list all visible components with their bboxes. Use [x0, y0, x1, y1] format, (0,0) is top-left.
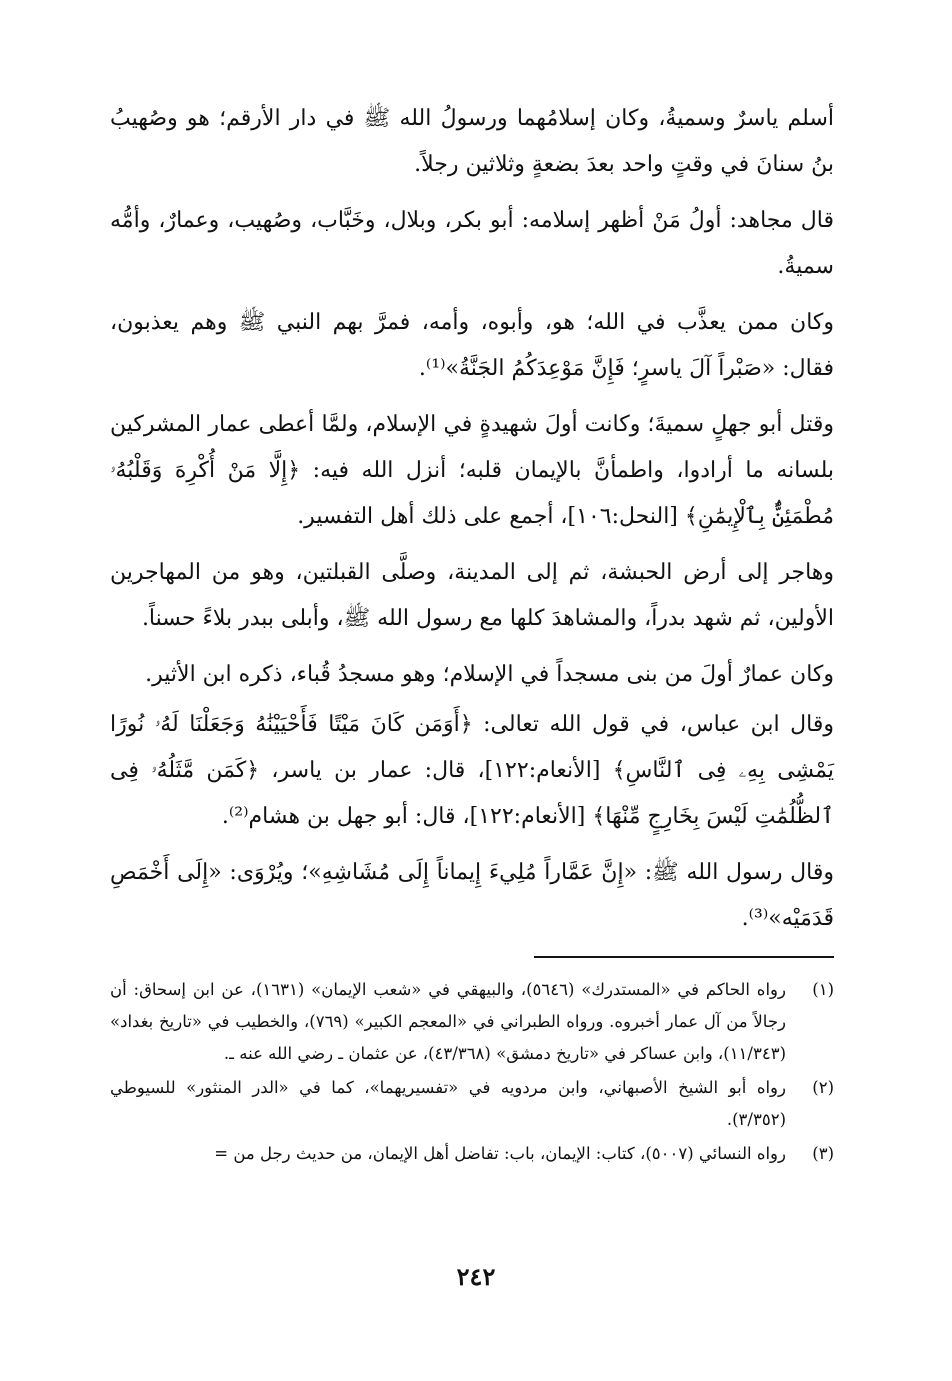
- paragraph-1: أسلم ياسرٌ وسميةُ، وكان إسلامُهما ورسولُ الله ﷺ في دار الأرقم؛ هو وصُهيبُ بنُ سنانَ في وقتٍ واحد بعدَ بضعةٍ وثلاثين رجلاً.: [110, 106, 834, 177]
- footnotes: [110, 974, 834, 1170]
- footnote-number: (١): [812, 980, 834, 999]
- footnote-3: [110, 1138, 834, 1170]
- main-text: [110, 96, 834, 942]
- paragraph-4: وقتل أبو جهلٍ سميةَ؛ وكانت أولَ شهيدةٍ في الإسلام، ولمَّا أعطى عمار المشركين بلسانه ما أرادوا، واطمأنَّ بالإيمان قلبه؛ أنزل الله فيه: ﴿إِلَّا مَنْ أُكْرِهَ وَقَلْبُهُۥ مُطْمَئِنٌّۢ بِٱلْإِيمَٰنِ﴾ [النحل:١٠٦]، أجمع على ذلك أهل التفسير.: [110, 412, 834, 529]
- footnote-text: رواه الحاكم في «المستدرك» (٥٦٤٦)، والبيهقي في «شعب الإيمان» (١٦٣١)، عن ابن إسحاق: أن رجالاً من آل عمار أخبروه. ورواه الطبراني في «المعجم الكبير» (٧٦٩)، والخطيب في «تاريخ بغداد» (١١/٣٤٣)، وابن عساكر في «تاريخ دمشق» (٤٣/٣٦٨)، عن عثمان ـ رضي الله عنه ـ.: [110, 980, 787, 1063]
- paragraph-8: وقال رسول الله ﷺ: «إِنَّ عَمَّاراً مُلِيءَ إِيماناً إِلَى مُشَاشِهِ»؛ ويُرْوَى: «إِلَى أَخْمَصِ قَدَمَيْه»⁽³⁾.: [110, 860, 834, 931]
- footnote-number: (٣): [812, 1144, 834, 1163]
- paragraph-3: وكان ممن يعذَّب في الله؛ هو، وأبوه، وأمه، فمرَّ بهم النبي ﷺ وهم يعذبون، فقال: «صَبْراً آلَ ياسرٍ؛ فَإِنَّ مَوْعِدَكُمُ الجَنَّةُ»⁽¹⁾.: [110, 310, 834, 381]
- footnote-separator: [534, 956, 834, 958]
- footnote-text: رواه النسائي (٥٠٠٧)، كتاب: الإيمان، باب: تفاضل أهل الإيمان، من حديث رجل من =: [214, 1144, 786, 1163]
- paragraph-7: وقال ابن عباس، في قول الله تعالى: ﴿أَوَمَن كَانَ مَيْتًا فَأَحْيَيْنَٰهُ وَجَعَلْنَا لَهُۥ نُورًا يَمْشِى بِهِۦ فِى ٱلنَّاسِ﴾ [الأنعام:١٢٢]، قال: عمار بن ياسر، ﴿كَمَن مَّثَلُهُۥ فِى ٱلظُّلُمَٰتِ لَيْسَ بِخَارِجٍ مِّنْهَا﴾ [الأنعام:١٢٢]، قال: أبو جهل بن هشام⁽²⁾.: [110, 712, 834, 829]
- paragraph-2: قال مجاهد: أولُ مَنْ أظهر إسلامه: أبو بكر، وبلال، وخَبَّاب، وصُهيب، وعمارٌ، وأمُّه سميةُ.: [110, 208, 834, 279]
- footnote-text: رواه أبو الشيخ الأصبهاني، وابن مردويه في «تفسيريهما»، كما في «الدر المنثور» للسيوطي (٣/٣٥٢).: [110, 1078, 786, 1129]
- page-number: ٢٤٢: [456, 1262, 496, 1291]
- footnote-1: [110, 974, 834, 1070]
- footnote-2: [110, 1072, 834, 1136]
- paragraph-6: وكان عمارٌ أولَ من بنى مسجداً في الإسلام؛ وهو مسجدُ قُباء، ذكره ابن الأثير.: [145, 662, 834, 687]
- paragraph-5: وهاجر إلى أرض الحبشة، ثم إلى المدينة، وصلَّى القبلتين، وهو من المهاجرين الأولين، ثم شهد بدراً، والمشاهدَ كلها مع رسول الله ﷺ، وأبلى ببدر بلاءً حسناً.: [110, 560, 834, 631]
- footnote-number: (٢): [812, 1078, 834, 1097]
